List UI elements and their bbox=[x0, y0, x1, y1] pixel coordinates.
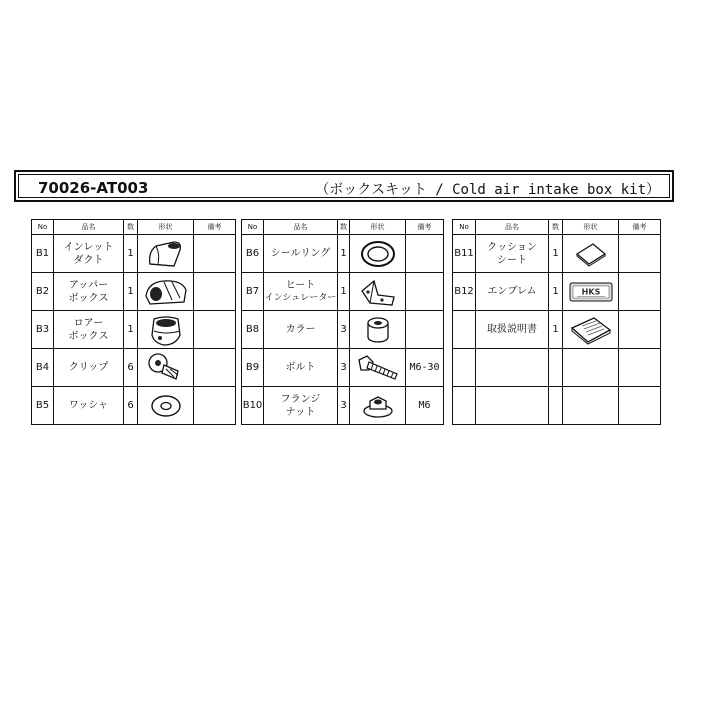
header-remark: 備考 bbox=[406, 220, 444, 235]
cell-shape bbox=[563, 311, 619, 349]
header-row bbox=[453, 220, 661, 235]
cell-remark bbox=[619, 273, 661, 311]
header-qty: 数 bbox=[124, 220, 138, 235]
part-name-line: インシュレーター bbox=[264, 292, 337, 303]
cell-qty: 6 bbox=[124, 387, 138, 425]
cell-shape bbox=[563, 349, 619, 387]
cell-name bbox=[476, 311, 549, 349]
cell-remark bbox=[406, 311, 444, 349]
cell-remark bbox=[619, 387, 661, 425]
cell-qty: 1 bbox=[549, 235, 563, 273]
table-row bbox=[242, 235, 444, 273]
part-name-line: シールリング bbox=[270, 248, 331, 259]
cell-shape bbox=[563, 387, 619, 425]
cell-qty: 1 bbox=[124, 235, 138, 273]
header-remark: 備考 bbox=[194, 220, 236, 235]
cell-shape bbox=[350, 387, 406, 425]
table-row bbox=[32, 235, 236, 273]
table-row bbox=[242, 387, 444, 425]
cell-name bbox=[476, 235, 549, 273]
header-no: No bbox=[242, 220, 264, 235]
cell-shape bbox=[563, 273, 619, 311]
part-name-line: フランジ bbox=[280, 393, 321, 405]
parts-table-1 bbox=[31, 219, 236, 425]
parts-table-2 bbox=[241, 219, 444, 425]
cell-name bbox=[476, 387, 549, 425]
part-name-line: カラー bbox=[285, 324, 316, 335]
table-row bbox=[32, 387, 236, 425]
header-shape: 形状 bbox=[563, 220, 619, 235]
cushion-sheet-icon bbox=[563, 240, 618, 268]
part-name-line: インレット bbox=[63, 241, 114, 253]
cell-remark bbox=[406, 235, 444, 273]
header-no: No bbox=[32, 220, 54, 235]
part-name-line: ボックス bbox=[68, 292, 109, 304]
part-number: 70026-AT003 bbox=[38, 179, 149, 197]
part-name-line: 取扱説明書 bbox=[487, 324, 537, 335]
inlet-duct-icon bbox=[138, 238, 193, 270]
kit-name: （ボックスキット / Cold air intake box kit） bbox=[315, 182, 660, 198]
cell-qty: 1 bbox=[124, 311, 138, 349]
cell-qty bbox=[549, 387, 563, 425]
header-qty: 数 bbox=[338, 220, 350, 235]
table-row bbox=[242, 273, 444, 311]
cell-qty: 3 bbox=[338, 387, 350, 425]
cell-name bbox=[54, 349, 124, 387]
cell-no bbox=[453, 387, 476, 425]
cell-remark bbox=[194, 311, 236, 349]
cell-no: B4 bbox=[32, 349, 54, 387]
header-name: 品名 bbox=[264, 220, 338, 235]
cell-shape bbox=[350, 273, 406, 311]
cell-name bbox=[54, 235, 124, 273]
cell-qty: 3 bbox=[338, 349, 350, 387]
cell-no: B12 bbox=[453, 273, 476, 311]
cell-no: B7 bbox=[242, 273, 264, 311]
cell-remark bbox=[619, 311, 661, 349]
table-row bbox=[242, 349, 444, 387]
part-name-line: ロアー bbox=[73, 317, 104, 329]
seal-ring-icon bbox=[350, 239, 405, 269]
part-name-line: ダクト bbox=[73, 254, 104, 266]
table-row bbox=[453, 235, 661, 273]
part-name-line: クッション bbox=[487, 241, 537, 253]
header-shape: 形状 bbox=[138, 220, 194, 235]
header-qty: 数 bbox=[549, 220, 563, 235]
washer-icon bbox=[138, 392, 193, 420]
cell-remark bbox=[194, 273, 236, 311]
cell-name bbox=[54, 311, 124, 349]
part-name-line: エンブレム bbox=[487, 286, 537, 297]
upper-box-icon bbox=[138, 276, 193, 308]
cell-no: B2 bbox=[32, 273, 54, 311]
cell-shape bbox=[350, 349, 406, 387]
cell-shape bbox=[350, 311, 406, 349]
cell-name bbox=[264, 273, 338, 311]
cell-no: B1 bbox=[32, 235, 54, 273]
cell-shape bbox=[563, 235, 619, 273]
cell-name bbox=[264, 311, 338, 349]
cell-no bbox=[453, 349, 476, 387]
table-row bbox=[453, 311, 661, 349]
cell-remark bbox=[194, 235, 236, 273]
cell-qty: 1 bbox=[338, 273, 350, 311]
cell-shape bbox=[138, 349, 194, 387]
part-name-line: ワッシャ bbox=[68, 400, 109, 411]
part-name-line: ナット bbox=[285, 406, 316, 418]
cell-remark bbox=[619, 235, 661, 273]
cell-remark bbox=[619, 349, 661, 387]
cell-qty: 1 bbox=[124, 273, 138, 311]
header-row bbox=[32, 220, 236, 235]
emblem-icon bbox=[563, 280, 618, 304]
flange-nut-icon bbox=[350, 391, 405, 421]
cell-shape bbox=[350, 235, 406, 273]
cell-no: B6 bbox=[242, 235, 264, 273]
cell-no: B10 bbox=[242, 387, 264, 425]
cell-name bbox=[264, 349, 338, 387]
header-name: 品名 bbox=[54, 220, 124, 235]
table-row bbox=[453, 273, 661, 311]
cell-no bbox=[453, 311, 476, 349]
emblem-text: HKS bbox=[581, 287, 600, 296]
part-name-line: クリップ bbox=[68, 362, 109, 373]
cell-qty: 6 bbox=[124, 349, 138, 387]
table-row bbox=[453, 349, 661, 387]
header-shape: 形状 bbox=[350, 220, 406, 235]
cell-no: B9 bbox=[242, 349, 264, 387]
cell-qty: 1 bbox=[338, 235, 350, 273]
cell-shape bbox=[138, 311, 194, 349]
part-name-line: シート bbox=[497, 254, 527, 266]
header-row bbox=[242, 220, 444, 235]
cell-no: B5 bbox=[32, 387, 54, 425]
part-name-line: ヒート bbox=[285, 279, 316, 291]
parts-table-3 bbox=[452, 219, 661, 425]
cell-remark bbox=[194, 349, 236, 387]
table-row bbox=[32, 311, 236, 349]
part-name-line: ボックス bbox=[68, 330, 109, 342]
title-box bbox=[14, 170, 674, 202]
cell-name bbox=[476, 349, 549, 387]
cell-name bbox=[264, 235, 338, 273]
cell-qty: 1 bbox=[549, 311, 563, 349]
bolt-icon bbox=[350, 352, 405, 384]
cell-remark bbox=[406, 273, 444, 311]
cell-no: B3 bbox=[32, 311, 54, 349]
cell-qty bbox=[549, 349, 563, 387]
table-row bbox=[32, 273, 236, 311]
cell-name bbox=[54, 273, 124, 311]
cell-remark: M6-30 bbox=[406, 349, 444, 387]
cell-name bbox=[54, 387, 124, 425]
part-name-line: アッパー bbox=[68, 279, 109, 291]
cell-no: B8 bbox=[242, 311, 264, 349]
cell-shape bbox=[138, 235, 194, 273]
header-no: No bbox=[453, 220, 476, 235]
table-row bbox=[32, 349, 236, 387]
cell-remark bbox=[194, 387, 236, 425]
clip-icon bbox=[138, 351, 193, 385]
table-row bbox=[242, 311, 444, 349]
cell-qty: 1 bbox=[549, 273, 563, 311]
cell-shape bbox=[138, 387, 194, 425]
cell-no: B11 bbox=[453, 235, 476, 273]
cell-qty: 3 bbox=[338, 311, 350, 349]
lower-box-icon bbox=[138, 313, 193, 347]
collar-icon bbox=[350, 315, 405, 345]
cell-shape bbox=[138, 273, 194, 311]
header-remark: 備考 bbox=[619, 220, 661, 235]
header-name: 品名 bbox=[476, 220, 549, 235]
cell-remark: M6 bbox=[406, 387, 444, 425]
manual-icon bbox=[563, 314, 618, 346]
heat-insulator-icon bbox=[350, 277, 405, 307]
cell-name bbox=[476, 273, 549, 311]
table-row bbox=[453, 387, 661, 425]
part-name-line: ボルト bbox=[285, 362, 316, 373]
cell-name bbox=[264, 387, 338, 425]
